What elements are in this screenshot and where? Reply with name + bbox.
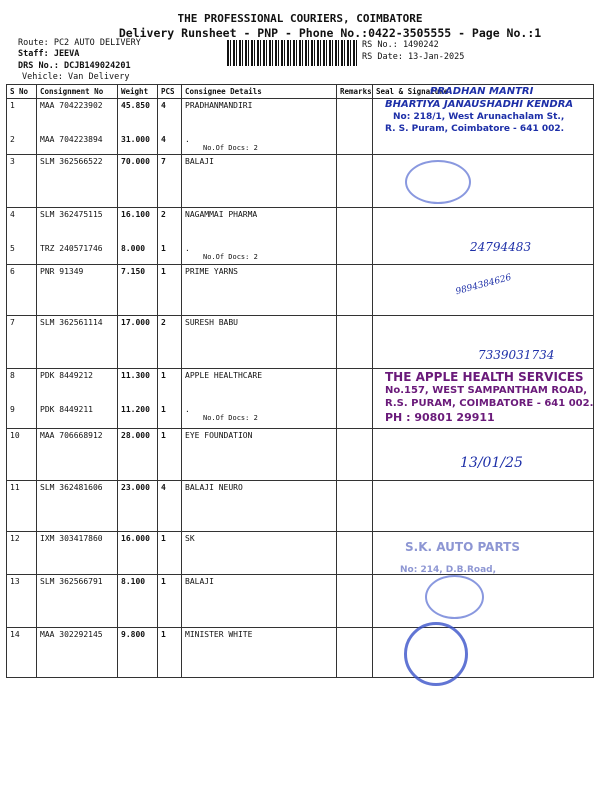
cell-pcs: [158, 369, 182, 429]
cell-pcs: [158, 481, 182, 532]
cell-pcs: [158, 628, 182, 678]
cell-remarks: [337, 208, 373, 265]
stamp-text: BHARTIYA JANAUSHADHI KENDRA: [385, 99, 574, 110]
cell-remarks: [337, 628, 373, 678]
cell-value: 1: [161, 431, 166, 440]
col-remarks: Remarks: [337, 85, 373, 99]
cell-cn: [37, 155, 118, 208]
signature: 24794483: [470, 240, 532, 254]
cell-value: PDK 8449211: [40, 405, 93, 414]
cell-name: [182, 208, 337, 265]
cell-sno: [7, 155, 37, 208]
cell-sno: [7, 532, 37, 575]
cell-value: 1: [161, 371, 166, 380]
cell-wt: [118, 481, 158, 532]
cell-remarks: [337, 575, 373, 628]
cell-pcs: [158, 155, 182, 208]
stamp-text: THE APPLE HEALTH SERVICES: [385, 370, 584, 384]
cell-value: MAA 704223902: [40, 101, 103, 110]
cell-cn: [37, 265, 118, 316]
cell-value: NAGAMMAI PHARMA: [185, 210, 258, 219]
cell-name: [182, 265, 337, 316]
cell-value: SK: [185, 534, 195, 543]
rs-no: RS No.: 1490242: [362, 40, 439, 50]
cell-name: [182, 99, 337, 155]
cell-value: BALAJI: [185, 157, 214, 166]
cell-name: [182, 316, 337, 369]
cell-value: 10: [10, 431, 20, 440]
cell-value: 7: [161, 157, 166, 166]
route: Route: PC2 AUTO DELIVERY: [18, 38, 141, 48]
cell-value: SURESH BABU: [185, 318, 238, 327]
cell-sno: [7, 99, 37, 155]
round-stamp: [405, 160, 471, 204]
cell-value: MINISTER WHITE: [185, 630, 253, 639]
cell-value: 12: [10, 534, 20, 543]
cell-wt: [118, 265, 158, 316]
table-row: [7, 208, 594, 265]
cell-value: 2: [10, 135, 15, 144]
drs-no: DRS No.: DCJB149024201: [18, 61, 131, 71]
cell-wt: [118, 369, 158, 429]
stamp-text: PRADHAN MANTRI: [430, 86, 534, 97]
cell-pcs: [158, 99, 182, 155]
table-row: [7, 265, 594, 316]
vehicle: Vehicle: Van Delivery: [22, 72, 130, 82]
cell-pcs: [158, 265, 182, 316]
cell-value: IXM 303417860: [40, 534, 103, 543]
signature: 9894384626: [454, 272, 513, 298]
cell-value: 1: [161, 577, 166, 586]
cell-value: MAA 706668912: [40, 431, 103, 440]
cell-value: 9: [10, 405, 15, 414]
stamp-text: No.157, WEST SAMPANTHAM ROAD,: [385, 385, 588, 396]
cell-value: PRIME YARNS: [185, 267, 238, 276]
table-row: [7, 628, 594, 678]
cell-cn: [37, 99, 118, 155]
cell-value: SLM 362475115: [40, 210, 103, 219]
cell-sno: [7, 429, 37, 481]
cell-value: MAA 704223894: [40, 135, 103, 144]
cell-value: PDK 8449212: [40, 371, 93, 380]
cell-wt: [118, 575, 158, 628]
docs-count: No.Of Docs: 2: [203, 144, 258, 152]
cell-value: SLM 362481606: [40, 483, 103, 492]
signature: 13/01/25: [460, 455, 523, 471]
round-stamp-minister-white: [404, 622, 468, 686]
cell-seal: [373, 481, 594, 532]
cell-value: 45.850: [121, 101, 150, 110]
col-pcs: PCS: [158, 85, 182, 99]
cell-value: 8: [10, 371, 15, 380]
cell-value: BALAJI: [185, 577, 214, 586]
cell-wt: [118, 316, 158, 369]
cell-value: 3: [10, 157, 15, 166]
cell-value: 1: [161, 534, 166, 543]
cell-value: 2: [161, 210, 166, 219]
cell-wt: [118, 429, 158, 481]
cell-value: 7.150: [121, 267, 146, 276]
cell-cn: [37, 369, 118, 429]
cell-value: TRZ 240571746: [40, 244, 103, 253]
cell-value: .: [185, 244, 190, 253]
stamp-text: No: 218/1, West Arunachalam St.,: [393, 112, 565, 122]
cell-remarks: [337, 265, 373, 316]
cell-value: 28.000: [121, 431, 150, 440]
cell-value: 4: [10, 210, 15, 219]
cell-sno: [7, 316, 37, 369]
col-sno: S No: [7, 85, 37, 99]
cell-name: [182, 429, 337, 481]
cell-value: 16.100: [121, 210, 150, 219]
cell-value: 8.000: [121, 244, 146, 253]
cell-value: 31.000: [121, 135, 150, 144]
docs-count: No.Of Docs: 2: [203, 414, 258, 422]
cell-pcs: [158, 316, 182, 369]
cell-remarks: [337, 316, 373, 369]
cell-name: [182, 155, 337, 208]
cell-value: .: [185, 405, 190, 414]
cell-cn: [37, 532, 118, 575]
cell-sno: [7, 265, 37, 316]
cell-value: 4: [161, 483, 166, 492]
cell-value: .: [185, 135, 190, 144]
barcode: [227, 40, 357, 66]
cell-wt: [118, 155, 158, 208]
cell-value: 70.000: [121, 157, 150, 166]
docs-count: No.Of Docs: 2: [203, 253, 258, 261]
cell-cn: [37, 628, 118, 678]
cell-name: [182, 481, 337, 532]
cell-value: 9.800: [121, 630, 146, 639]
cell-remarks: [337, 369, 373, 429]
cell-value: 11.300: [121, 371, 150, 380]
cell-sno: [7, 628, 37, 678]
cell-seal: [373, 208, 594, 265]
table-row: [7, 155, 594, 208]
cell-value: 1: [161, 244, 166, 253]
col-consignee: Consignee Details: [182, 85, 337, 99]
cell-remarks: [337, 99, 373, 155]
cell-sno: [7, 481, 37, 532]
cell-wt: [118, 532, 158, 575]
cell-remarks: [337, 155, 373, 208]
cell-name: [182, 575, 337, 628]
cell-pcs: [158, 532, 182, 575]
cell-value: 1: [10, 101, 15, 110]
cell-value: 23.000: [121, 483, 150, 492]
cell-value: 6: [10, 267, 15, 276]
col-consignment: Consignment No: [37, 85, 118, 99]
cell-wt: [118, 628, 158, 678]
cell-pcs: [158, 429, 182, 481]
cell-value: 11: [10, 483, 20, 492]
cell-value: PRADHANMANDIRI: [185, 101, 253, 110]
cell-value: 1: [161, 405, 166, 414]
cell-value: 16.000: [121, 534, 150, 543]
cell-value: EYE FOUNDATION: [185, 431, 253, 440]
cell-value: SLM 362566791: [40, 577, 103, 586]
cell-sno: [7, 208, 37, 265]
cell-value: 13: [10, 577, 20, 586]
cell-value: 5: [10, 244, 15, 253]
cell-wt: [118, 99, 158, 155]
cell-cn: [37, 575, 118, 628]
cell-value: 14: [10, 630, 20, 639]
stamp-text: R.S. PURAM, COIMBATORE - 641 002.: [385, 398, 594, 409]
table-row: [7, 481, 594, 532]
signature: 7339031734: [478, 348, 555, 362]
cell-value: PNR 91349: [40, 267, 84, 276]
stamp-text: S.K. AUTO PARTS: [405, 540, 520, 554]
cell-value: 4: [161, 135, 166, 144]
cell-value: APPLE HEALTHCARE: [185, 371, 263, 380]
cell-value: BALAJI NEURO: [185, 483, 243, 492]
cell-value: SLM 362566522: [40, 157, 103, 166]
cell-sno: [7, 369, 37, 429]
cell-name: [182, 628, 337, 678]
cell-value: MAA 302292145: [40, 630, 103, 639]
cell-value: 8.100: [121, 577, 146, 586]
cell-pcs: [158, 208, 182, 265]
cell-value: 1: [161, 267, 166, 276]
cell-cn: [37, 481, 118, 532]
cell-cn: [37, 208, 118, 265]
rs-date: RS Date: 13-Jan-2025: [362, 52, 465, 62]
cell-value: 4: [161, 101, 166, 110]
cell-name: [182, 532, 337, 575]
staff: Staff: JEEVA: [18, 49, 80, 59]
cell-sno: [7, 575, 37, 628]
cell-cn: [37, 316, 118, 369]
cell-name: [182, 369, 337, 429]
cell-value: 2: [161, 318, 166, 327]
col-weight: Weight: [118, 85, 158, 99]
company-title: THE PROFESSIONAL COURIERS, COIMBATORE: [177, 12, 423, 25]
cell-value: SLM 362561114: [40, 318, 103, 327]
cell-cn: [37, 429, 118, 481]
stamp-text: PH : 90801 29911: [385, 411, 495, 424]
round-stamp: [425, 575, 484, 619]
table-row: [7, 575, 594, 628]
cell-value: 11.200: [121, 405, 150, 414]
cell-pcs: [158, 575, 182, 628]
stamp-text: R. S. Puram, Coimbatore - 641 002.: [385, 124, 565, 134]
runsheet-title: Delivery Runsheet - PNP - Phone No.:0422-3505555 - Page No.:1: [118, 26, 542, 40]
cell-remarks: [337, 481, 373, 532]
stamp-text: No: 214, D.B.Road,: [400, 565, 497, 575]
cell-remarks: [337, 532, 373, 575]
cell-wt: [118, 208, 158, 265]
col-seal: Seal & Signature: [373, 85, 594, 99]
cell-remarks: [337, 429, 373, 481]
cell-value: 17.000: [121, 318, 150, 327]
cell-value: 1: [161, 630, 166, 639]
cell-value: 7: [10, 318, 15, 327]
